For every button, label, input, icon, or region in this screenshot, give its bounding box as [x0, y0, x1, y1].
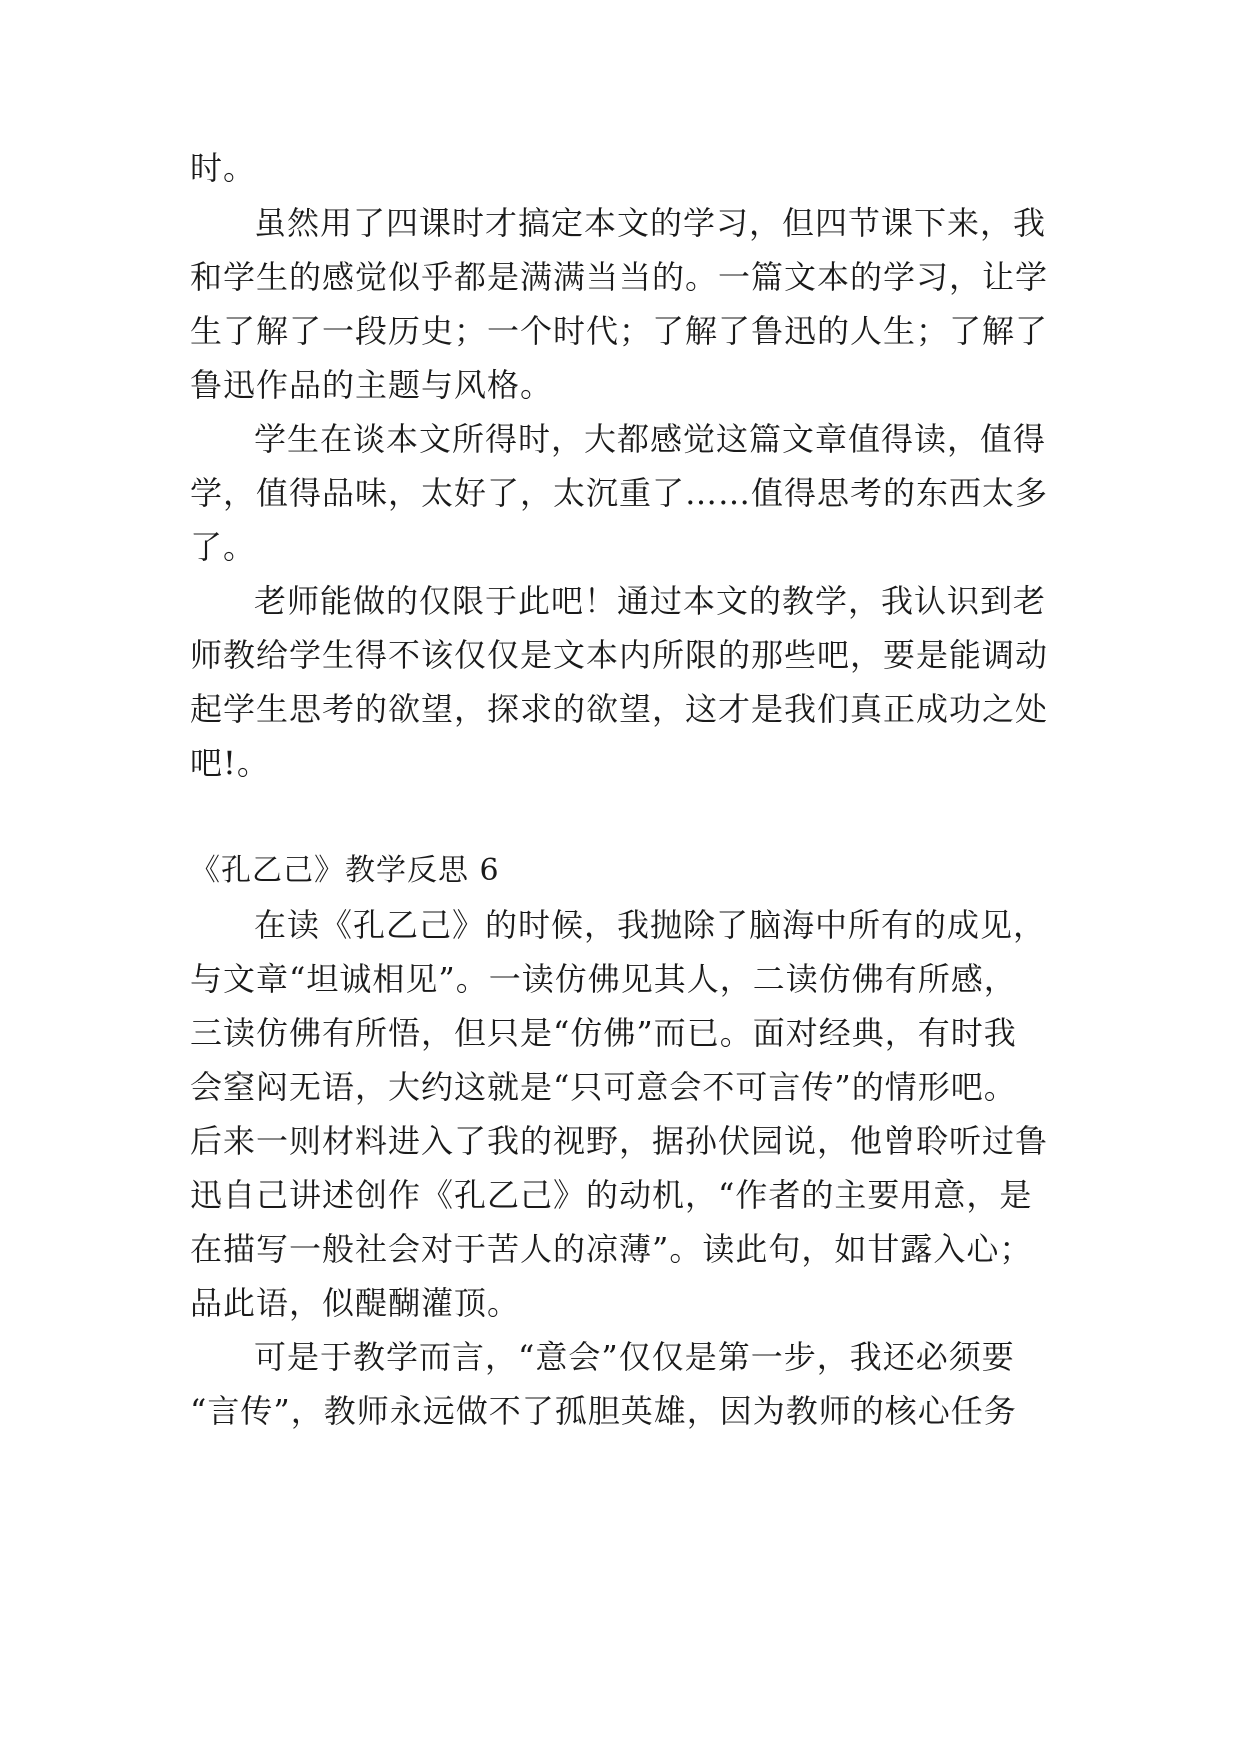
text-line: 时。: [190, 149, 257, 187]
text-line: 吧!。: [190, 744, 270, 782]
section-title: 《孔乙己》教学反思 6: [190, 853, 500, 888]
text-line: 鲁迅作品的主题与风格。: [190, 366, 554, 404]
text-line: 会窒闷无语，大约这就是“只可意会不可言传”的情形吧。: [190, 1068, 1017, 1106]
text-line: 后来一则材料进入了我的视野，据孙伏园说，他曾聆听过鲁: [190, 1122, 1049, 1160]
paragraph-first-line: 虽然用了四课时才搞定本文的学习，但四节课下来，我: [254, 204, 1047, 242]
text-line: 学，值得品味，太好了，太沉重了……值得思考的东西太多: [190, 474, 1049, 512]
paragraph-first-line: 在读《孔乙己》的时候，我抛除了脑海中所有的成见，: [254, 906, 1047, 944]
text-line: 师教给学生得不该仅仅是文本内所限的那些吧，要是能调动: [190, 636, 1049, 674]
text-line: 起学生思考的欲望，探求的欲望，这才是我们真正成功之处: [190, 690, 1049, 728]
text-line: 三读仿佛有所悟，但只是“仿佛”而已。面对经典，有时我: [190, 1014, 1017, 1052]
text-line: 与文章“坦诚相见”。一读仿佛见其人，二读仿佛有所感，: [190, 960, 1017, 998]
text-line: 和学生的感觉似乎都是满满当当的。一篇文本的学习，让学: [190, 258, 1049, 296]
paragraph-first-line: 老师能做的仅限于此吧！通过本文的教学，我认识到老: [254, 582, 1047, 620]
text-line: “言传”，教师永远做不了孤胆英雄，因为教师的核心任务: [190, 1392, 1017, 1430]
text-line: 生了解了一段历史；一个时代；了解了鲁迅的人生；了解了: [190, 312, 1049, 350]
paragraph-first-line: 学生在谈本文所得时，大都感觉这篇文章值得读，值得: [254, 420, 1047, 458]
text-line: 品此语，似醍醐灌顶。: [190, 1284, 521, 1322]
text-line: 在描写一般社会对于苦人的凉薄”。读此句，如甘露入心；: [190, 1230, 1033, 1268]
text-line: 迅自己讲述创作《孔乙己》的动机，“作者的主要用意，是: [190, 1176, 1033, 1214]
paragraph-first-line: 可是于教学而言，“意会”仅仅是第一步，我还必须要: [254, 1338, 1015, 1376]
text-line: 了。: [190, 528, 257, 566]
